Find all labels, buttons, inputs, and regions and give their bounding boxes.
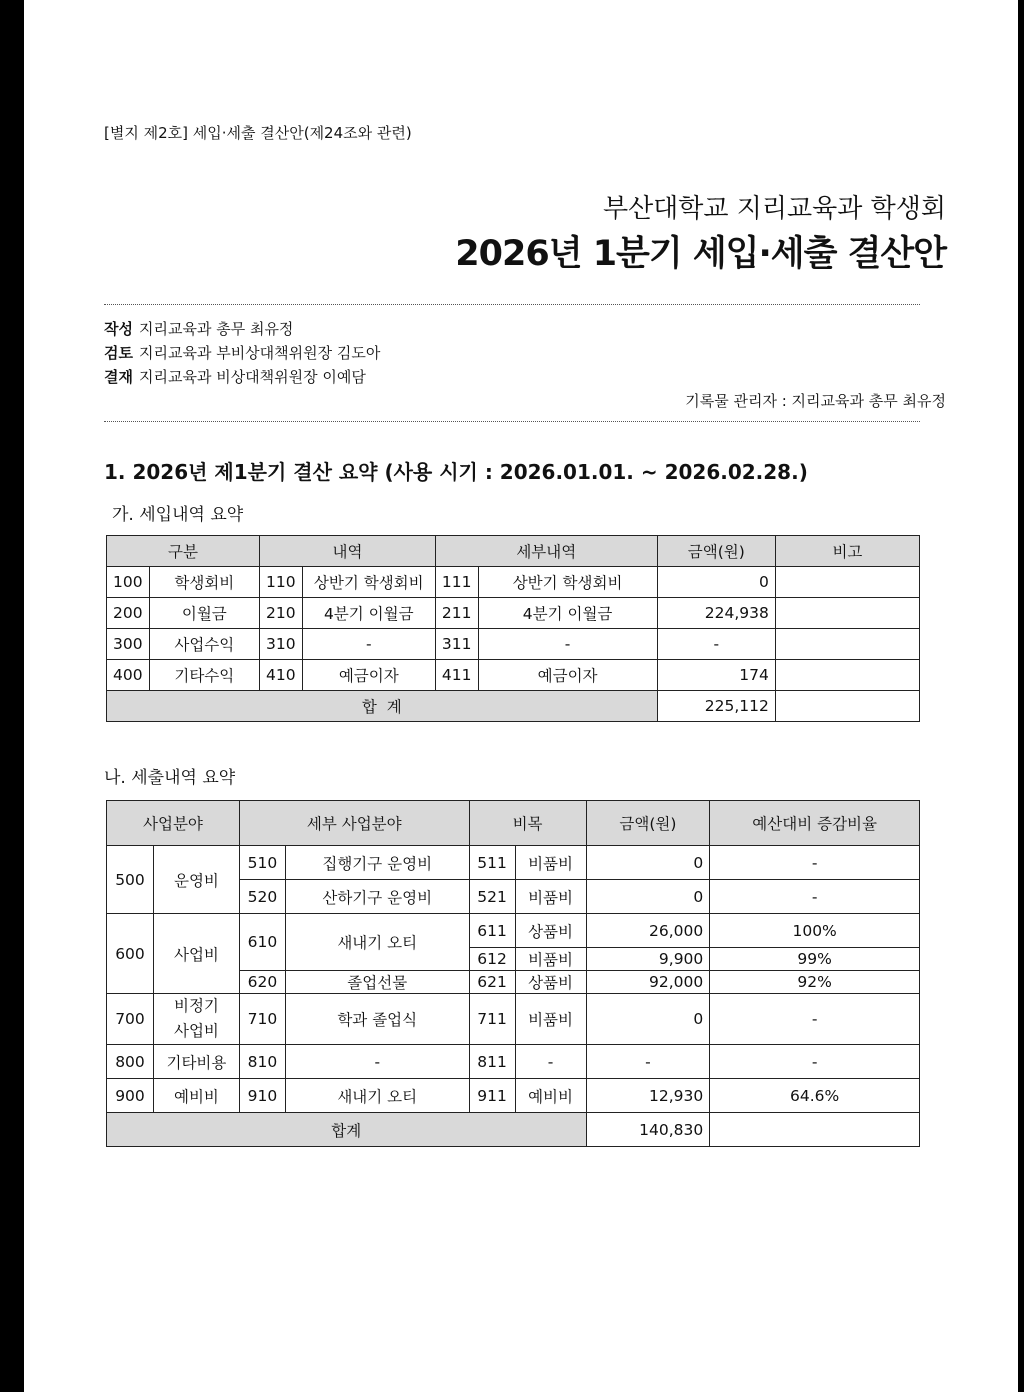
item-code: 611 (469, 914, 515, 948)
subfield-code: 520 (239, 880, 285, 914)
item-name: 상품비 (515, 914, 586, 948)
field-code: 700 (107, 994, 154, 1045)
amount: 92,000 (586, 971, 710, 994)
ratio: 92% (710, 971, 920, 994)
organization-name: 부산대학교 지리교육과 학생회 (602, 194, 946, 224)
item-name: - (302, 629, 435, 660)
header-subfield: 세부 사업분야 (239, 801, 469, 846)
category-code: 300 (107, 629, 150, 660)
total-amount: 225,112 (657, 691, 775, 722)
subfield-name: - (285, 1045, 469, 1079)
ratio: 100% (710, 914, 920, 948)
item-code: 410 (260, 660, 303, 691)
field-code: 900 (107, 1079, 154, 1113)
header-field: 사업분야 (107, 801, 240, 846)
item-name: 4분기 이월금 (302, 598, 435, 629)
expense-subtitle: 나. 세출내역 요약 (104, 768, 236, 788)
total-row (107, 1113, 920, 1147)
item-code: 521 (469, 880, 515, 914)
item-name: - (515, 1045, 586, 1079)
header-expense-item: 비목 (469, 801, 586, 846)
item-name: 상품비 (515, 971, 586, 994)
note (775, 567, 919, 598)
approval-approver: 결재 지리교육과 비상대책위원장 이예담 (104, 368, 366, 386)
field-name: 기타비용 (153, 1045, 239, 1079)
amount: - (657, 629, 775, 660)
item-code: 511 (469, 846, 515, 880)
total-row (107, 691, 920, 722)
divider-top (104, 304, 920, 305)
subfield-name: 새내기 오티 (285, 1079, 469, 1113)
category-name: 학생회비 (149, 567, 259, 598)
field-code: 600 (107, 914, 154, 994)
detail-code: 311 (435, 629, 478, 660)
field-name: 사업비 (153, 914, 239, 994)
table-row (107, 598, 920, 629)
ratio: - (710, 1045, 920, 1079)
item-code: 310 (260, 629, 303, 660)
approval-writer: 작성 지리교육과 총무 최유정 (104, 320, 294, 338)
item-name: 비품비 (515, 948, 586, 971)
item-name: 비품비 (515, 880, 586, 914)
detail-name: 4분기 이월금 (478, 598, 657, 629)
field-name: 운영비 (153, 846, 239, 914)
subfield-code: 810 (239, 1045, 285, 1079)
subfield-code: 610 (239, 914, 285, 971)
table-row (107, 914, 920, 948)
amount: 0 (586, 846, 710, 880)
item-code: 811 (469, 1045, 515, 1079)
table-row (107, 1079, 920, 1113)
item-code: 110 (260, 567, 303, 598)
subfield-code: 710 (239, 994, 285, 1045)
amount: 174 (657, 660, 775, 691)
table-row (107, 846, 920, 880)
header-amount: 금액(원) (657, 536, 775, 567)
subfield-code: 910 (239, 1079, 285, 1113)
ratio: - (710, 880, 920, 914)
divider-bottom (104, 421, 920, 422)
amount: 9,900 (586, 948, 710, 971)
revenue-table (106, 535, 920, 722)
category-name: 사업수익 (149, 629, 259, 660)
item-name: 비품비 (515, 994, 586, 1045)
note (775, 660, 919, 691)
detail-code: 111 (435, 567, 478, 598)
category-code: 100 (107, 567, 150, 598)
table-row (107, 567, 920, 598)
revenue-subtitle: 가. 세입내역 요약 (112, 505, 244, 525)
subfield-code: 620 (239, 971, 285, 994)
item-name: 예비비 (515, 1079, 586, 1113)
item-code: 911 (469, 1079, 515, 1113)
category-name: 이월금 (149, 598, 259, 629)
expense-table (106, 800, 920, 1147)
detail-name: 상반기 학생회비 (478, 567, 657, 598)
table-row (107, 1045, 920, 1079)
record-keeper: 기록물 관리자 : 지리교육과 총무 최유정 (685, 392, 946, 410)
category-name: 기타수익 (149, 660, 259, 691)
item-code: 612 (469, 948, 515, 971)
total-ratio (710, 1113, 920, 1147)
item-name: 비품비 (515, 846, 586, 880)
ratio: - (710, 994, 920, 1045)
table-row (107, 629, 920, 660)
ratio: 99% (710, 948, 920, 971)
header-amount: 금액(원) (586, 801, 710, 846)
item-name: 상반기 학생회비 (302, 567, 435, 598)
total-label: 합 계 (107, 691, 658, 722)
amount: 26,000 (586, 914, 710, 948)
total-amount: 140,830 (586, 1113, 710, 1147)
category-code: 400 (107, 660, 150, 691)
amount: 0 (586, 880, 710, 914)
subfield-name: 학과 졸업식 (285, 994, 469, 1045)
total-label: 합계 (107, 1113, 587, 1147)
detail-name: 예금이자 (478, 660, 657, 691)
field-name: 예비비 (153, 1079, 239, 1113)
header-item: 내역 (260, 536, 436, 567)
table-row (107, 660, 920, 691)
amount: - (586, 1045, 710, 1079)
subfield-name: 졸업선물 (285, 971, 469, 994)
field-code: 800 (107, 1045, 154, 1079)
table-header-row (107, 536, 920, 567)
section-title: 1. 2026년 제1분기 결산 요약 (사용 시기 : 2026.01.01. ~ 2026.02.28.) (104, 460, 808, 484)
item-name: 예금이자 (302, 660, 435, 691)
amount: 0 (657, 567, 775, 598)
ratio: - (710, 846, 920, 880)
note (775, 598, 919, 629)
document-title: 2026년 1분기 세입·세출 결산안 (455, 234, 946, 274)
item-code: 711 (469, 994, 515, 1045)
header-detail: 세부내역 (435, 536, 657, 567)
field-name: 비정기 사업비 (153, 994, 239, 1045)
amount: 224,938 (657, 598, 775, 629)
header-note: 비고 (775, 536, 919, 567)
field-code: 500 (107, 846, 154, 914)
table-header-row (107, 801, 920, 846)
subfield-name: 새내기 오티 (285, 914, 469, 971)
category-code: 200 (107, 598, 150, 629)
header-ratio: 예산대비 증감비율 (710, 801, 920, 846)
detail-name: - (478, 629, 657, 660)
item-code: 210 (260, 598, 303, 629)
amount: 12,930 (586, 1079, 710, 1113)
header-category: 구분 (107, 536, 260, 567)
note (775, 629, 919, 660)
subfield-code: 510 (239, 846, 285, 880)
item-code: 621 (469, 971, 515, 994)
subfield-name: 산하기구 운영비 (285, 880, 469, 914)
detail-code: 211 (435, 598, 478, 629)
amount: 0 (586, 994, 710, 1045)
form-reference: [별지 제2호] 세입·세출 결산안(제24조와 관련) (104, 124, 412, 142)
ratio: 64.6% (710, 1079, 920, 1113)
detail-code: 411 (435, 660, 478, 691)
total-note (775, 691, 919, 722)
subfield-name: 집행기구 운영비 (285, 846, 469, 880)
approval-reviewer: 검토 지리교육과 부비상대책위원장 김도아 (104, 344, 381, 362)
table-row (107, 994, 920, 1045)
